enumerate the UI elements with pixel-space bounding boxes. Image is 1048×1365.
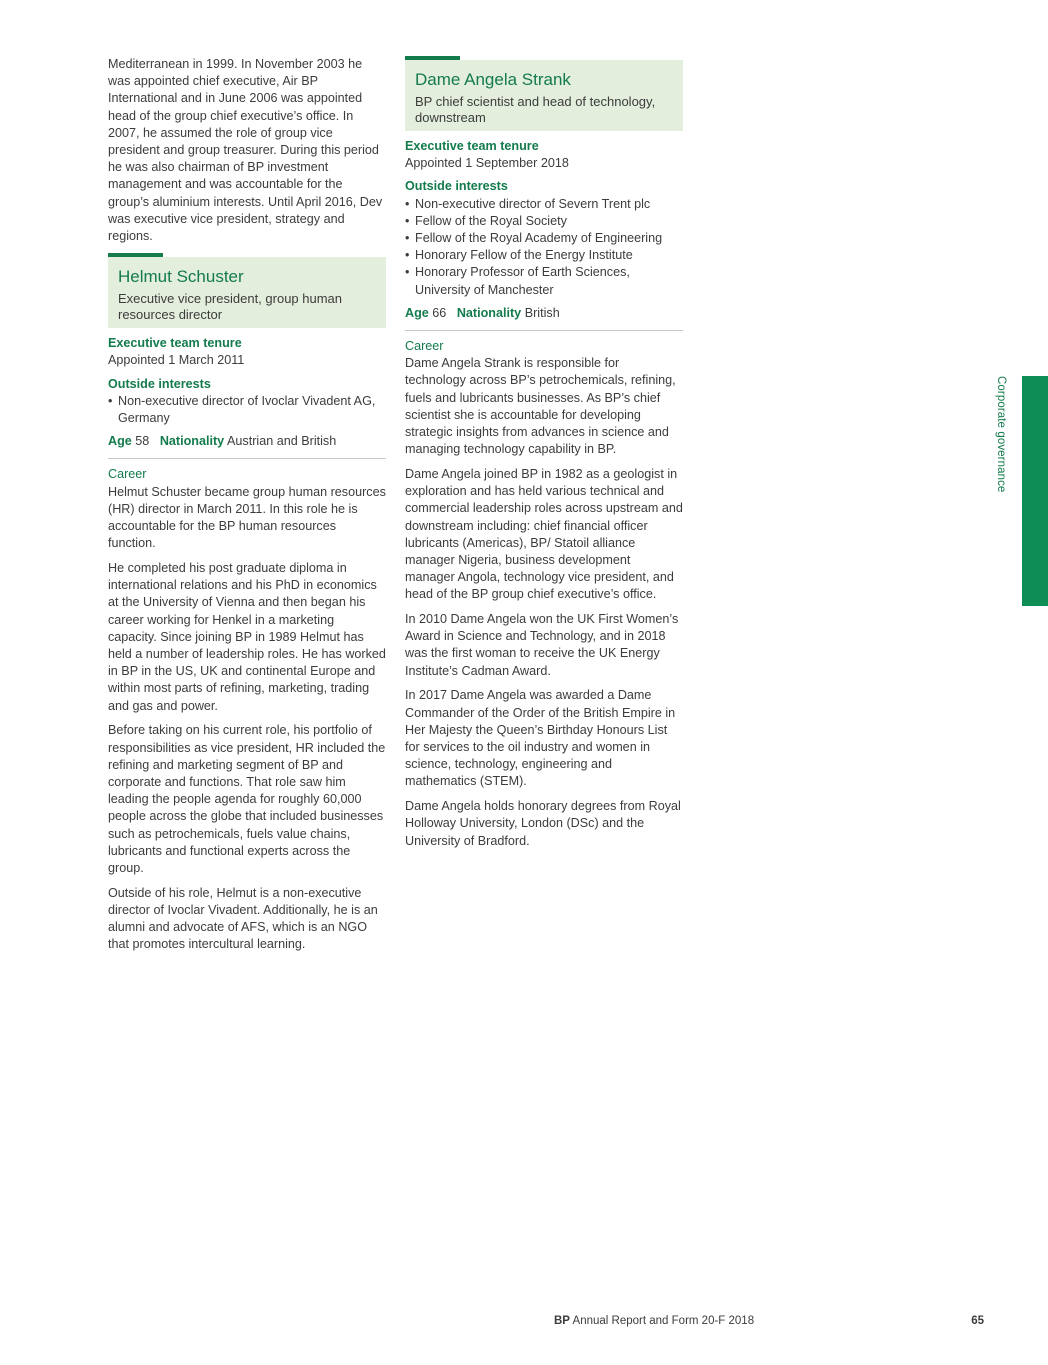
list-item: • Honorary Professor of Earth Sciences, University of Manchester (405, 264, 683, 298)
page-number: 65 (971, 1315, 984, 1327)
age-nationality (108, 433, 386, 459)
page-footer (554, 1315, 984, 1327)
career-paragraph: Dame Angela holds honorary degrees from Royal Holloway University, London (DSc) and the University of Bradford. (405, 799, 681, 848)
age-label: Age (405, 305, 429, 320)
interests-list (405, 196, 683, 299)
section-name: Corporate governance (995, 376, 1007, 493)
profile-name: Dame Angela Strank (415, 70, 571, 89)
tenure-label: Executive team tenure (108, 336, 242, 351)
footer-title: Annual Report and Form 20-F 2018 (572, 1315, 755, 1327)
section-tab-label (995, 376, 1015, 606)
profile-role: Executive vice president, group human resources director (118, 291, 343, 323)
footer-brand: BP (554, 1315, 570, 1327)
career-paragraph: He completed his post graduate diploma in international relations and his PhD in economics at the University of Vienna and then began his career working for Henkel in a marketing capacity. Since joining BP in 1989 Helmut has held a number of leadership roles. He has worked in BP in the US, UK and continental Europe and within most parts of refining, marketing, trading and gas and power. (108, 560, 386, 713)
interests-label: Outside interests (108, 376, 211, 391)
age-value: 58 (135, 434, 150, 449)
list-item: • Fellow of the Royal Society (405, 213, 683, 230)
interests-list (108, 393, 386, 427)
nationality-label: Nationality (159, 434, 225, 449)
career-paragraph: Before taking on his current role, his portfolio of responsibilities as vice president, HR included the refining and marketing segment of BP and corporate and functions. That role saw him leading the people agenda for roughly 60,000 people across the globe that included businesses such as petrochemicals, fuels value chains, lubricants and functional experts across the group. (108, 723, 386, 875)
section-tab (1022, 376, 1048, 606)
career-paragraph: Dame Angela joined BP in 1982 as a geologist in exploration and has held various technical and commercial leadership roles across upstream and downstream including: chief financial officer lubricants (Americas), BP/ Statoil alliance manager Nigeria, business development manager Angola, technology vice president, and head of the BP group chief executive’s office. (405, 466, 683, 602)
list-item: • Non-executive director of Ivoclar Vivadent AG, Germany (108, 393, 386, 427)
left-column (108, 56, 386, 961)
tenure-label: Executive team tenure (405, 139, 539, 153)
accent-bar (405, 56, 460, 60)
age-nationality (405, 305, 683, 331)
accent-bar (108, 253, 163, 257)
career-paragraph: Outside of his role, Helmut is a non-executive director of Ivoclar Vivadent. Additionally, he is an alumni and advocate of AFS, which is an NGO that promotes intercultural learning. (108, 885, 378, 952)
right-column (405, 56, 683, 857)
tenure-value: Appointed 1 September 2018 (405, 156, 569, 171)
profile-header-strank (405, 60, 683, 131)
career-paragraph: Dame Angela Strank is responsible for technology across BP’s petrochemicals, refining, fuels and lubricants businesses. As BP’s chief scientist she is accountable for developing strategic insights from advances in science and managing technology capability in BP. (405, 356, 676, 457)
interests-label: Outside interests (405, 179, 508, 194)
nationality-value: Austrian and British (227, 434, 337, 449)
tenure-value: Appointed 1 March 2011 (108, 353, 245, 368)
age-value: 66 (432, 305, 447, 320)
career-paragraph: In 2017 Dame Angela was awarded a Dame Commander of the Order of the British Empire in Her Majesty the Queen’s Birthday Honours List for services to the oil industry and women in science, technology, engineering and mathematics (STEM). (405, 688, 676, 789)
career-label: Career (405, 339, 444, 354)
intro-paragraph: Mediterranean in 1999. In November 2003 he was appointed chief executive, Air BP International and in June 2006 was appointed head of the group chief executive’s office. In 2007, he assumed the role of group vice president and group treasurer. During this period he was also chairman of BP investment management and was accountable for the group’s aluminium interests. Until April 2016, Dev was executive vice president, strategy and regions. (108, 57, 383, 244)
profile-role: BP chief scientist and head of technology, downstream (415, 94, 656, 125)
career-paragraph: In 2010 Dame Angela won the UK First Women’s Award in Science and Technology, and in 2018 was the first woman to receive the UK Energy Institute’s Cadman Award. (405, 612, 679, 678)
profile-name: Helmut Schuster (118, 267, 244, 287)
list-item: • Non-executive director of Severn Trent plc (405, 196, 683, 213)
nationality-value: British (524, 305, 560, 320)
age-label: Age (108, 434, 132, 449)
career-label: Career (108, 467, 147, 482)
list-item: • Honorary Fellow of the Energy Institute (405, 247, 683, 264)
nationality-label: Nationality (456, 305, 522, 320)
list-item: • Fellow of the Royal Academy of Engineering (405, 230, 683, 247)
profile-header-schuster (108, 257, 386, 328)
career-paragraph: Helmut Schuster became group human resources (HR) director in March 2011. In this role he is accountable for the BP human resources function. (108, 484, 386, 551)
